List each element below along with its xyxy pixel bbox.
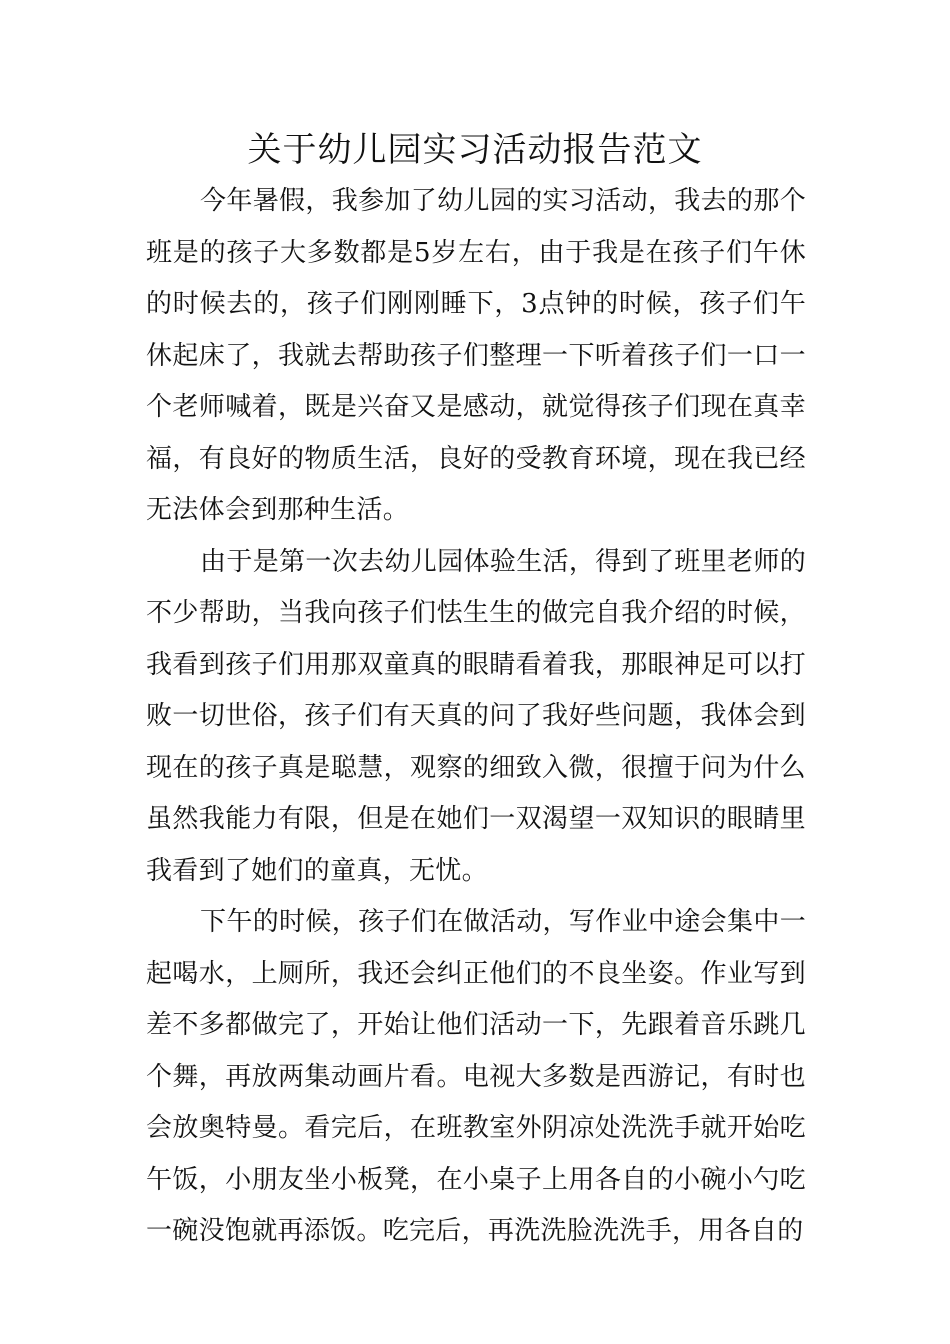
document-body <box>146 176 806 1258</box>
paragraph-1: 今年暑假，我参加了幼儿园的实习活动，我去的那个班是的孩子大多数都是5岁左右，由于我是在孩子们午休的时候去的，孩子们刚刚睡下，3点钟的时候，孩子们午休起床了，我就去帮助孩子们整理一下听着孩子们一口一个老师喊着，既是兴奋又是感动，就觉得孩子们现在真幸福，有良好的物质生活，良好的受教育环境，现在我已经无法体会到那种生活。 <box>146 186 806 525</box>
paragraph-2: 由于是第一次去幼儿园体验生活，得到了班里老师的不少帮助，当我向孩子们怯生生的做完自我介绍的时候，我看到孩子们用那双童真的眼睛看着我，那眼神足可以打败一切世俗，孩子们有天真的问了我好些问题，我体会到现在的孩子真是聪慧，观察的细致入微，很擅于问为什么虽然我能力有限，但是在她们一双渴望一双知识的眼睛里我看到了她们的童真，无忧。 <box>146 546 806 886</box>
paragraph-3: 下午的时候，孩子们在做活动，写作业中途会集中一起喝水，上厕所，我还会纠正他们的不良坐姿。作业写到差不多都做完了，开始让他们活动一下，先跟着音乐跳几个舞，再放两集动画片看。电视大多数是西游记，有时也会放奥特曼。看完后，在班教室外阴凉处洗洗手就开始吃午饭，小朋友坐小板凳，在小桌子上用各自的小碗小勺吃一碗没饱就再添饭。吃完后，再洗洗脸洗洗手，用各自的 <box>146 907 806 1246</box>
document-title: 关于幼儿园实习活动报告范文 <box>247 130 703 170</box>
